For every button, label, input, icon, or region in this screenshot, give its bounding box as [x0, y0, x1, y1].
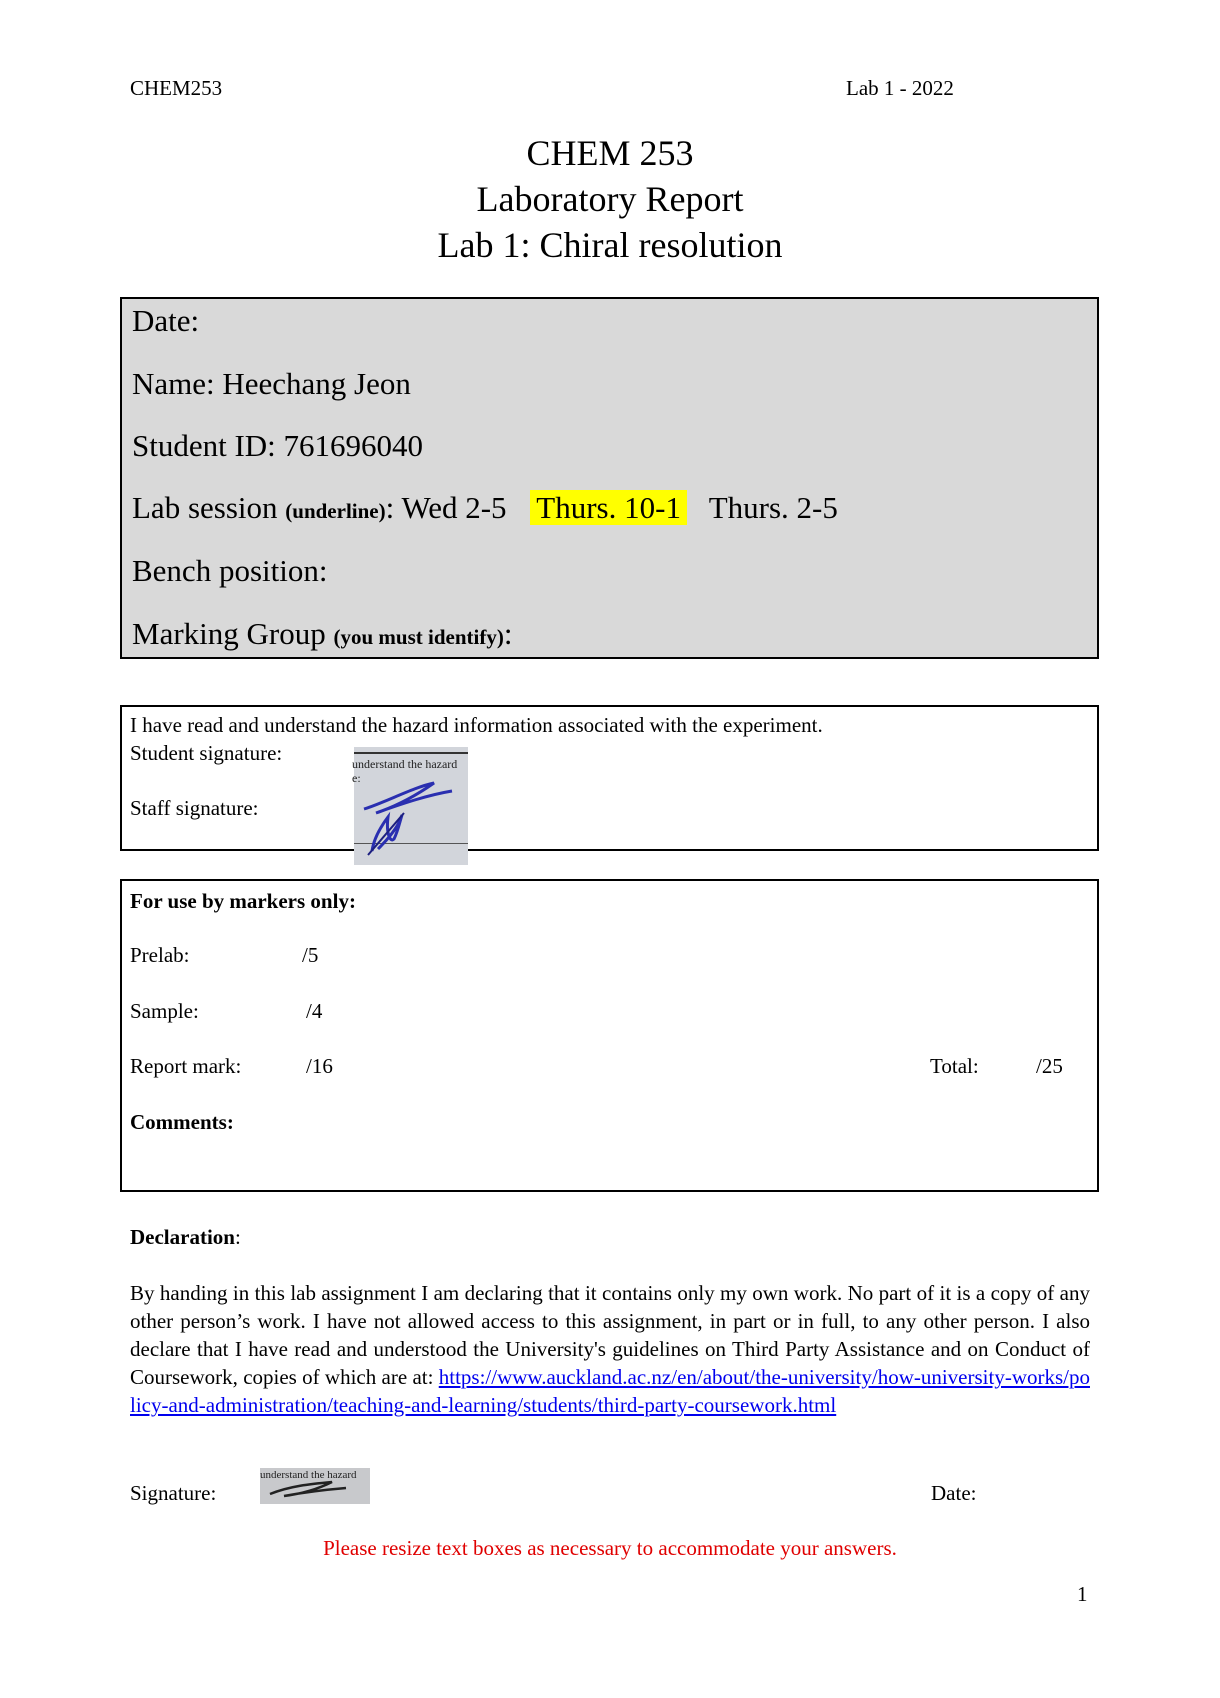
signature-scribble	[354, 747, 468, 865]
sample-label: Sample:	[130, 999, 199, 1023]
declaration-date-label: Date:	[931, 1481, 977, 1505]
declaration-stamp-text: understand the hazard	[260, 1469, 357, 1481]
comments-label: Comments:	[130, 1110, 234, 1134]
session-option-wed: Wed 2-5	[401, 490, 507, 525]
lab-session-label: Lab session	[132, 490, 278, 525]
date-label: Date:	[132, 303, 200, 338]
marking-group-hint: (you must identify)	[333, 625, 504, 649]
hazard-statement: I have read and understand the hazard information associated with the experiment.	[130, 713, 823, 737]
marking-group-row	[132, 616, 512, 652]
report-mark-label: Report mark:	[130, 1054, 242, 1078]
title-report: Laboratory Report	[476, 179, 744, 219]
staff-signature-label: Staff signature:	[130, 796, 259, 820]
sample-value: /4	[306, 999, 323, 1023]
markers-box	[120, 879, 1099, 1192]
declaration-signature-scribble	[260, 1468, 370, 1504]
stamp-text: understand the hazard	[352, 757, 458, 771]
resize-notice: Please resize text boxes as necessary to accommodate your answers.	[323, 1536, 897, 1560]
student-name: Name: Heechang Jeon	[132, 366, 411, 401]
title-lab: Lab 1: Chiral resolution	[437, 225, 783, 265]
student-id: Student ID: 761696040	[132, 428, 424, 463]
lab-session-hint: (underline)	[285, 499, 386, 523]
total-value: /25	[1036, 1054, 1063, 1078]
page-number: 1	[1077, 1582, 1088, 1606]
lab-session-colon: :	[385, 490, 395, 525]
header-lab-year: Lab 1 - 2022	[846, 76, 954, 100]
declaration-text: By handing in this lab assignment I am declaring that it contains only my own work. No part of it is a copy of any other person’s work. I have not allowed access to this assignment, in part or in full, to any other person. I also declare that I have read and understood the University's guidelines on Third Party Assistance and on Conduct of Coursework, copies of which are at:	[130, 1281, 1090, 1389]
bench-position-label: Bench position:	[132, 553, 328, 588]
student-signature-label: Student signature:	[130, 741, 283, 765]
prelab-label: Prelab:	[130, 943, 190, 967]
stamp-text-2: e:	[352, 771, 361, 785]
student-signature-image	[354, 747, 468, 865]
declaration-heading: Declaration	[130, 1225, 235, 1249]
markers-heading: For use by markers only:	[130, 889, 356, 913]
hazard-box	[120, 705, 1099, 851]
declaration-signature-image	[260, 1468, 370, 1504]
signature-label: Signature:	[130, 1481, 217, 1505]
session-option-thurs-pm: Thurs. 2-5	[708, 490, 838, 525]
header-course-code: CHEM253	[130, 76, 223, 100]
declaration-body	[130, 1279, 1090, 1419]
marking-group-colon: :	[503, 616, 513, 651]
declaration-colon: :	[234, 1225, 241, 1249]
student-info-box	[120, 297, 1099, 659]
marking-group-label: Marking Group	[132, 616, 326, 651]
lab-session-row	[132, 490, 838, 526]
report-mark-value: /16	[306, 1054, 333, 1078]
prelab-value: /5	[302, 943, 319, 967]
coursework-policy-link[interactable]: https://www.auckland.ac.nz/en/about/the-university/how-university-works/policy-and-administration/teaching-and-learning/students/third-party-coursework.html	[130, 1365, 1090, 1417]
title-course: CHEM 253	[526, 133, 694, 173]
total-label: Total:	[930, 1054, 979, 1078]
declaration-heading-row	[130, 1225, 241, 1250]
session-option-thurs-am: Thurs. 10-1	[530, 490, 687, 525]
